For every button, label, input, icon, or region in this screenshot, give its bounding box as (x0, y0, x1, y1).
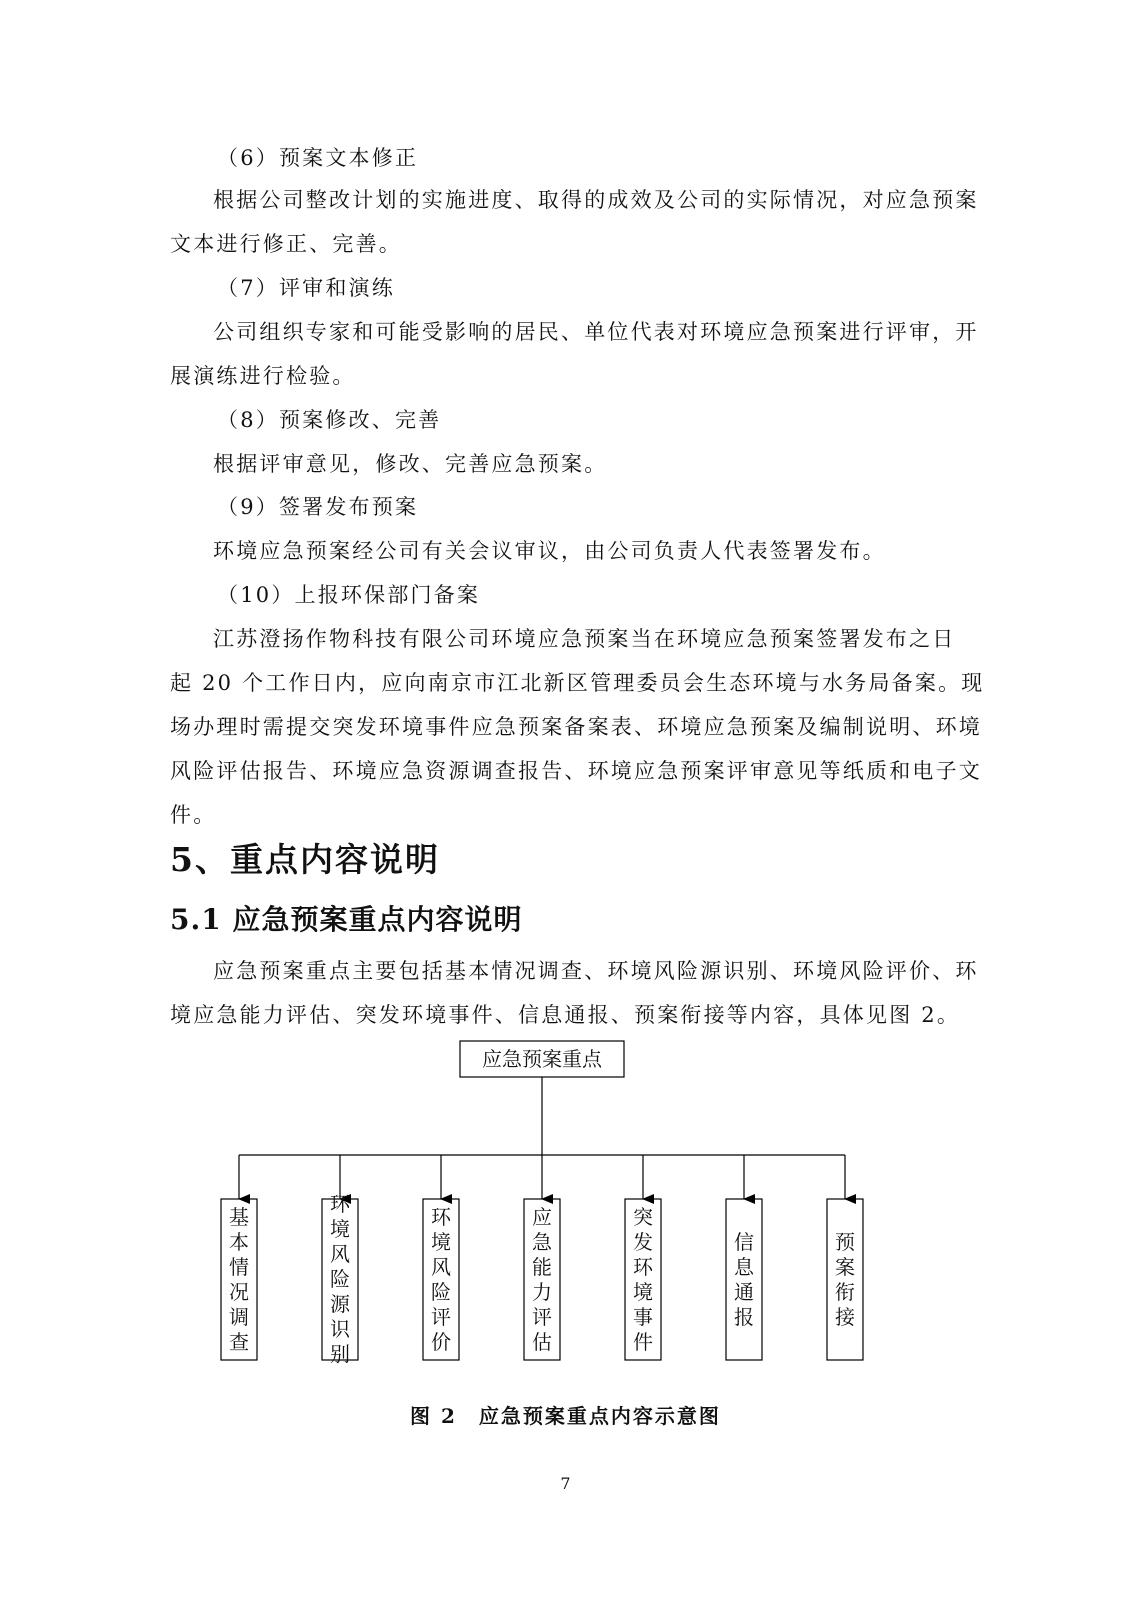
diagram-child-char: 风 (330, 1242, 350, 1266)
paragraph-line: 风险评估报告、环境应急资源调查报告、环境应急预案评审意见等纸质和电子文 (170, 759, 982, 783)
diagram-child-char: 险 (330, 1267, 350, 1291)
diagram-child-char: 通 (734, 1279, 754, 1304)
diagram-child-char: 事 (633, 1304, 653, 1329)
diagram-child-char: 境 (633, 1279, 653, 1304)
page-number: 7 (560, 1474, 571, 1493)
diagram-child-char: 能 (532, 1254, 552, 1279)
diagram-child-char: 本 (229, 1229, 249, 1254)
figure-caption: 图 2 应急预案重点内容示意图 (410, 1404, 721, 1428)
diagram-child-char: 环 (330, 1192, 350, 1216)
diagram-child-char: 力 (532, 1279, 552, 1304)
diagram-root-label: 应急预案重点 (482, 1047, 602, 1071)
diagram-child-char: 估 (532, 1329, 552, 1354)
diagram-child-char: 价 (431, 1329, 451, 1354)
section-heading: 5、重点内容说明 (170, 840, 440, 879)
paragraph-line: 起 20 个工作日内，应向南京市江北新区管理委员会生态环境与水务局备案。现 (170, 671, 985, 695)
diagram-child-char: 境 (330, 1217, 350, 1241)
diagram-child-char: 发 (633, 1229, 653, 1254)
diagram-child-label (423, 1205, 459, 1355)
paragraph-line: 应急预案重点主要包括基本情况调查、环境风险源识别、环境风险评价、环 (213, 959, 979, 983)
diagram-child-char: 风 (431, 1254, 451, 1279)
diagram-child-char: 境 (431, 1229, 451, 1254)
diagram-child-char: 案 (835, 1254, 855, 1279)
diagram-child-char: 预 (835, 1229, 855, 1254)
diagram-child-char: 应 (532, 1204, 552, 1229)
diagram-child-char: 评 (532, 1304, 552, 1329)
diagram-child-char: 息 (734, 1254, 754, 1279)
diagram-child-char: 情 (229, 1254, 249, 1279)
diagram-child-label (524, 1205, 560, 1355)
diagram-child-char: 突 (633, 1204, 653, 1229)
item-10-heading: （10）上报环保部门备案 (217, 583, 481, 607)
diagram-child-char: 基 (229, 1204, 249, 1229)
diagram-child-char: 险 (431, 1279, 451, 1304)
paragraph-line: 环境应急预案经公司有关会议审议，由公司负责人代表签署发布。 (213, 539, 886, 563)
paragraph-line: 境应急能力评估、突发环境事件、信息通报、预案衔接等内容，具体见图 2。 (170, 1003, 961, 1027)
paragraph-line: 件。 (170, 803, 217, 827)
paragraph-line: 场办理时需提交突发环境事件应急预案备案表、环境应急预案及编制说明、环境 (170, 715, 982, 739)
diagram-child-char: 信 (734, 1229, 754, 1254)
item-6-heading: （6）预案文本修正 (217, 146, 419, 170)
diagram-child-char: 查 (229, 1329, 249, 1354)
paragraph-line: 文本进行修正、完善。 (170, 232, 402, 256)
paragraph-line: 根据公司整改计划的实施进度、取得的成效及公司的实际情况，对应急预案 (213, 188, 979, 212)
diagram-child-label (625, 1205, 661, 1355)
diagram-child-char: 别 (330, 1342, 350, 1366)
paragraph-line: 根据评审意见，修改、完善应急预案。 (213, 452, 608, 476)
item-7-heading: （7）评审和演练 (217, 276, 395, 300)
diagram-child-label (726, 1230, 762, 1330)
diagram-child-char: 识 (330, 1317, 350, 1341)
diagram-child-char: 件 (633, 1329, 653, 1354)
diagram-child-label (827, 1230, 863, 1330)
diagram-child-label (322, 1192, 358, 1367)
item-9-heading: （9）签署发布预案 (217, 495, 419, 519)
diagram-child-char: 调 (229, 1304, 249, 1329)
diagram-child-char: 评 (431, 1304, 451, 1329)
paragraph-line: 江苏澄扬作物科技有限公司环境应急预案当在环境应急预案签署发布之日 (213, 627, 956, 651)
diagram-child-char: 况 (229, 1279, 249, 1304)
paragraph-line: 公司组织专家和可能受影响的居民、单位代表对环境应急预案进行评审，开 (213, 320, 979, 344)
diagram-child-char: 急 (532, 1229, 552, 1254)
diagram-child-char: 源 (330, 1292, 350, 1316)
diagram-child-char: 接 (835, 1304, 855, 1329)
subsection-heading: 5.1 应急预案重点内容说明 (170, 903, 523, 936)
diagram-child-char: 环 (431, 1204, 451, 1229)
diagram-child-char: 环 (633, 1254, 653, 1279)
item-8-heading: （8）预案修改、完善 (217, 408, 442, 432)
paragraph-line: 展演练进行检验。 (170, 364, 356, 388)
diagram-child-char: 衔 (835, 1279, 855, 1304)
diagram-child-label (221, 1205, 257, 1355)
diagram-child-char: 报 (734, 1304, 754, 1329)
